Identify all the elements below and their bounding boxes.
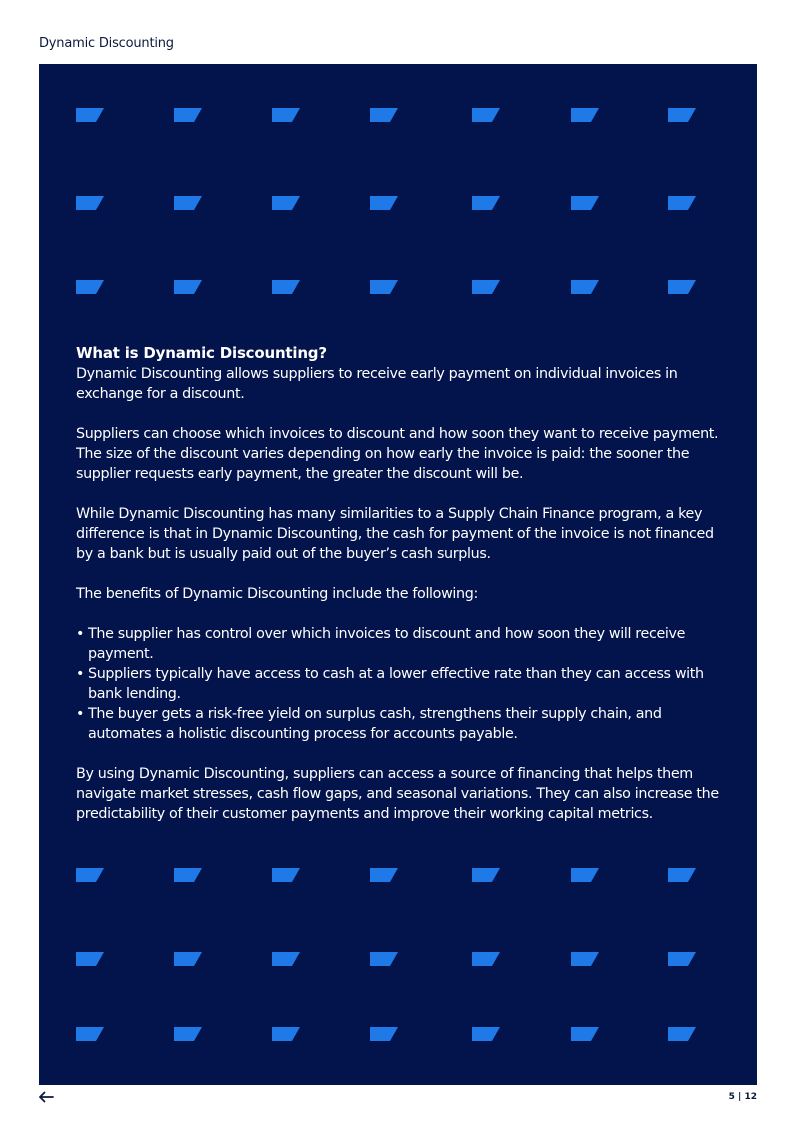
section-heading: What is Dynamic Discounting? [76, 344, 327, 362]
decorative-pattern-top [39, 64, 757, 324]
document-title: Dynamic Discounting [39, 36, 174, 51]
pattern-tile-icon [174, 196, 202, 210]
pattern-tile-icon [174, 868, 202, 882]
pattern-tile-icon [174, 280, 202, 294]
pattern-tile-icon [668, 952, 696, 966]
pattern-tile-icon [370, 952, 398, 966]
pattern-tile-icon [668, 1027, 696, 1041]
benefits-list [76, 624, 726, 744]
pattern-tile-icon [472, 868, 500, 882]
pattern-tile-icon [272, 280, 300, 294]
pattern-tile-icon [272, 108, 300, 122]
list-item: • Suppliers typically have access to cash at a lower effective rate than they can access with bank lending. [76, 664, 726, 704]
decorative-pattern-bottom [39, 824, 757, 1084]
pattern-tile-icon [472, 196, 500, 210]
list-item: • The supplier has control over which invoices to discount and how soon they will receive payment. [76, 624, 726, 664]
paragraph: Dynamic Discounting allows suppliers to receive early payment on individual invoices in exchange for a discount. [76, 366, 678, 402]
pattern-tile-icon [370, 1027, 398, 1041]
pattern-tile-icon [571, 952, 599, 966]
pattern-tile-icon [272, 868, 300, 882]
pattern-tile-icon [174, 1027, 202, 1041]
pattern-tile-icon [370, 108, 398, 122]
paragraph: The benefits of Dynamic Discounting include the following: [76, 586, 478, 602]
pattern-tile-icon [370, 196, 398, 210]
article-body [76, 342, 726, 844]
pattern-tile-icon [272, 196, 300, 210]
pattern-tile-icon [668, 108, 696, 122]
pattern-tile-icon [571, 868, 599, 882]
pattern-tile-icon [472, 1027, 500, 1041]
pattern-tile-icon [571, 280, 599, 294]
pattern-tile-icon [76, 196, 104, 210]
pattern-tile-icon [76, 1027, 104, 1041]
pattern-tile-icon [472, 108, 500, 122]
pattern-tile-icon [272, 1027, 300, 1041]
pattern-tile-icon [668, 196, 696, 210]
pattern-tile-icon [76, 280, 104, 294]
page-number: 5 | 12 [728, 1092, 757, 1102]
back-arrow-icon[interactable] [37, 1088, 55, 1106]
pattern-tile-icon [472, 280, 500, 294]
pattern-tile-icon [571, 1027, 599, 1041]
pattern-tile-icon [174, 952, 202, 966]
list-item: • The buyer gets a risk-free yield on surplus cash, strengthens their supply chain, and automates a holistic discounting process for accounts payable. [76, 704, 726, 744]
pattern-tile-icon [272, 952, 300, 966]
pattern-tile-icon [472, 952, 500, 966]
pattern-tile-icon [174, 108, 202, 122]
pattern-tile-icon [76, 868, 104, 882]
paragraph: While Dynamic Discounting has many similarities to a Supply Chain Finance program, a key difference is that in Dynamic Discounting, the cash for payment of the invoice is not financed by a bank but is usually paid out of the buyer’s cash surplus. [76, 506, 714, 562]
pattern-tile-icon [76, 108, 104, 122]
pattern-tile-icon [571, 196, 599, 210]
pattern-tile-icon [370, 280, 398, 294]
pattern-tile-icon [571, 108, 599, 122]
paragraph: Suppliers can choose which invoices to discount and how soon they want to receive payment. The size of the discount varies depending on how early the invoice is paid: the sooner the supplier requests early payment, the greater the discount will be. [76, 426, 719, 482]
content-panel [39, 64, 757, 1085]
pattern-tile-icon [668, 280, 696, 294]
closing-paragraph: By using Dynamic Discounting, suppliers can access a source of financing that helps them navigate market stresses, cash flow gaps, and seasonal variations. They can also increase the predictability of their customer payments and improve their working capital metrics. [76, 766, 719, 822]
pattern-tile-icon [370, 868, 398, 882]
pattern-tile-icon [76, 952, 104, 966]
pattern-tile-icon [668, 868, 696, 882]
